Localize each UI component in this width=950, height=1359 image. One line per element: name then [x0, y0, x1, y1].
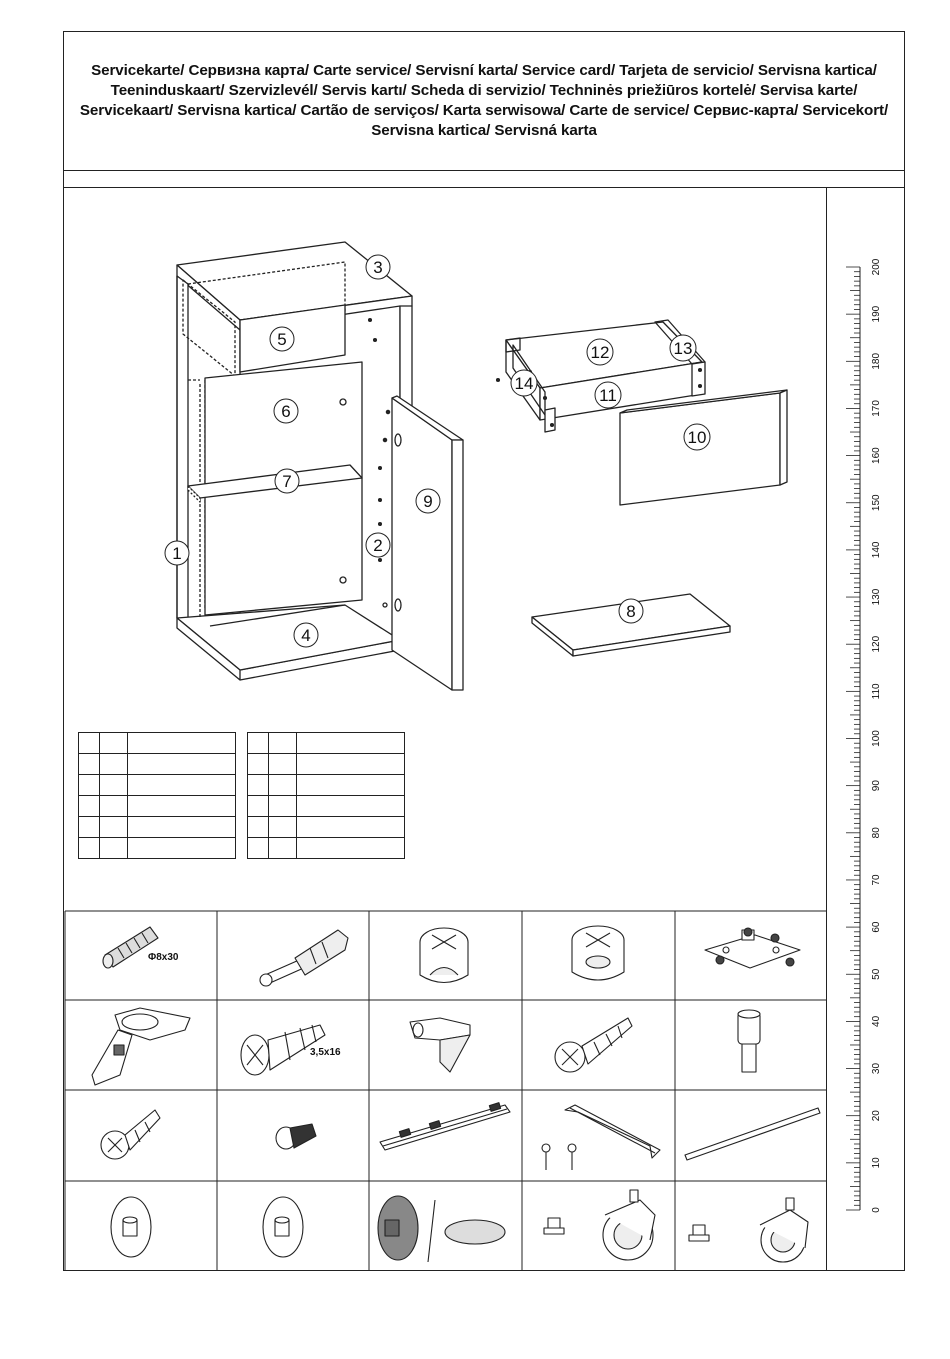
- wood-screw-icon: [555, 1018, 632, 1072]
- hinge-icon: [92, 1008, 190, 1085]
- part-label-10: 10: [687, 428, 707, 447]
- measuring-ruler: [826, 188, 905, 1271]
- part-label-13: 13: [673, 339, 693, 358]
- ruler-label: 50: [871, 968, 882, 980]
- felt-pad-icon: [378, 1196, 505, 1262]
- shelf-support-icon: [410, 1018, 470, 1072]
- ruler-label: 60: [871, 921, 882, 933]
- screw-size-label: 3,5x16: [310, 1047, 341, 1058]
- ruler-label: 180: [871, 352, 882, 370]
- rod-icon: [685, 1108, 820, 1160]
- cam-lock-icon: [420, 928, 468, 983]
- part-label-2: 2: [373, 536, 383, 555]
- table-row: [248, 775, 405, 796]
- ruler-label: 0: [871, 1207, 882, 1213]
- table-row: [248, 796, 405, 817]
- header-spacer-row: [63, 171, 905, 188]
- ruler-label: 40: [871, 1015, 882, 1027]
- table-row: [79, 754, 236, 775]
- part-label-11: 11: [599, 386, 617, 405]
- table-row: [79, 775, 236, 796]
- part-label-8: 8: [626, 602, 636, 621]
- table-row: [79, 733, 236, 754]
- knob-icon: [738, 1010, 760, 1072]
- ruler-label: 70: [871, 874, 882, 886]
- furniture-glide-alt-icon: [263, 1197, 303, 1257]
- ruler-label: 10: [871, 1157, 882, 1169]
- ruler-label: 110: [871, 683, 882, 700]
- ruler-label: 190: [871, 305, 882, 323]
- ruler-label: 80: [871, 827, 882, 839]
- ruler-label: 90: [871, 780, 882, 792]
- ruler-label: 120: [871, 635, 882, 653]
- part-label-14: 14: [514, 374, 534, 393]
- table-row: [79, 838, 236, 859]
- part-label-6: 6: [281, 402, 291, 421]
- bolt-icon: [276, 1124, 316, 1149]
- ruler-label: 130: [871, 588, 882, 606]
- ruler-label: 30: [871, 1062, 882, 1075]
- table-row: [79, 817, 236, 838]
- mounting-plate-icon: [705, 928, 800, 968]
- dowel-size-label: Φ8x30: [148, 952, 179, 963]
- table-row: [248, 733, 405, 754]
- part-label-3: 3: [373, 258, 383, 277]
- table-row: [248, 754, 405, 775]
- table-row: [79, 796, 236, 817]
- ruler-label: 100: [871, 730, 882, 747]
- part-label-12: 12: [590, 343, 610, 362]
- parts-list-table-left: [78, 732, 236, 859]
- furniture-glide-icon: [111, 1197, 151, 1257]
- ruler-label: 20: [871, 1110, 882, 1122]
- part-label-7: 7: [282, 472, 292, 491]
- handle-icon: [542, 1105, 660, 1170]
- part-label-9: 9: [423, 492, 433, 511]
- part-label-1: 1: [172, 544, 182, 563]
- small-screw-icon: [101, 1110, 160, 1159]
- cam-lock-alt-icon: [572, 926, 624, 980]
- ruler-label: 140: [871, 541, 882, 559]
- caster-alt-icon: [689, 1198, 808, 1262]
- page-title: Servicekarte/ Сервизна карта/ Carte service/ Servisní karta/ Service card/ Tarjeta de servicio/ Servisna kartica/ Teeninduskaart/ Szervizlevél/ Servis kartı/ Scheda di servizio/ Techninės priežiūros kortelė/ Servisa karte/ Servicekaart/ Servisna kartica/ Cartão de serviços/ Karta serwisowa/ Carte de service/ Сервис-карта/ Servicekort/ Servisna kartica/ Servisná karta: [79, 61, 889, 139]
- hardware-grid: [63, 910, 826, 1271]
- caster-icon: [544, 1190, 655, 1260]
- part-label-5: 5: [277, 330, 287, 349]
- ruler-label: 150: [871, 494, 882, 512]
- table-row: [248, 817, 405, 838]
- ruler-label: 200: [871, 258, 882, 276]
- part-label-4: 4: [301, 626, 311, 645]
- drawer-slide-icon: [380, 1103, 510, 1150]
- parts-list-table-right: [247, 732, 405, 859]
- ruler-label: 160: [871, 447, 882, 464]
- table-row: [248, 838, 405, 859]
- cam-bolt-icon: [260, 930, 348, 986]
- ruler-label: 170: [871, 400, 882, 417]
- header: [63, 31, 905, 171]
